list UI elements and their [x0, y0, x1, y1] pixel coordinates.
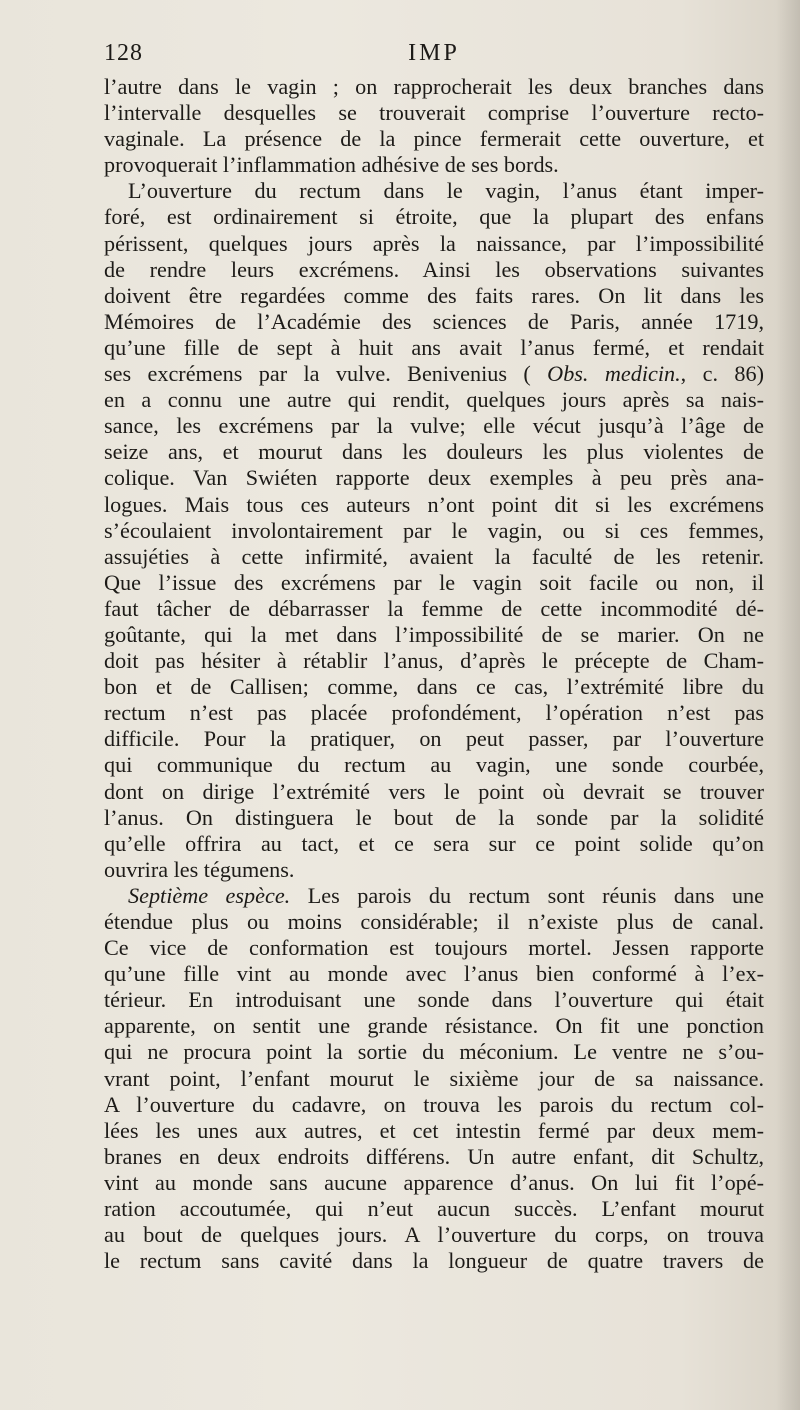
text-line: seize ans, et mourut dans les douleurs les plus violentes de: [104, 439, 764, 465]
text-line: ouvrira les tégumens.: [104, 856, 295, 882]
page-header: [104, 40, 764, 74]
text-line: s’écoulaient involontairement par le vagin, ou si ces femmes,: [104, 517, 764, 543]
text-line: goûtante, qui la met dans l’impossibilité de se marier. On ne: [104, 621, 764, 647]
text-line: provoquerait l’inflammation adhésive de ses bords.: [104, 152, 559, 178]
text-line: faut tâcher de débarrasser la femme de cette incommodité dé-: [104, 595, 764, 621]
text-line: branes en deux endroits différens. Un autre enfant, dit Schultz,: [104, 1143, 764, 1169]
text-line: sance, les excrémens par la vulve; elle vécut jusqu’à l’âge de: [104, 413, 764, 439]
body-text: [104, 74, 764, 1274]
text-line: térieur. En introduisant une sonde dans l’ouverture qui était: [104, 987, 764, 1013]
text-line: doivent être regardées comme des faits rares. On lit dans les: [104, 282, 764, 308]
text-line: vaginale. La présence de la pince fermerait cette ouverture, et: [104, 126, 764, 152]
text-line: Septième espèce. Les parois du rectum sont réunis dans une: [128, 882, 765, 908]
text-line: rectum n’est pas placée profondément, l’opération n’est pas: [104, 700, 764, 726]
text-line: apparente, on sentit une grande résistance. On fit une ponction: [104, 1013, 764, 1039]
text-line: vint au monde sans aucune apparence d’anus. On lui fit l’opé-: [104, 1169, 764, 1195]
text-line: logues. Mais tous ces auteurs n’ont point dit si les excrémens: [104, 491, 764, 517]
running-head: IMP: [408, 40, 460, 66]
text-line: l’intervalle desquelles se trouverait comprise l’ouverture recto-: [104, 100, 764, 126]
text-line: l’autre dans le vagin ; on rapprocherait les deux branches dans: [104, 74, 764, 99]
text-line: qu’une fille de sept à huit ans avait l’anus fermé, et rendait: [104, 334, 764, 360]
text-line: difficile. Pour la pratiquer, on peut passer, par l’ouverture: [104, 726, 764, 752]
text-line: colique. Van Swiéten rapporte deux exemples à peu près ana-: [104, 465, 764, 491]
text-line: A l’ouverture du cadavre, on trouva les parois du rectum col-: [104, 1091, 764, 1117]
text-line: lées les unes aux autres, et cet intestin fermé par deux mem-: [104, 1117, 764, 1143]
text-line: Ce vice de conformation est toujours mortel. Jessen rapporte: [104, 935, 764, 961]
text-line: dont on dirige l’extrémité vers le point où devrait se trouver: [104, 778, 764, 804]
text-line: Que l’issue des excrémens par le vagin soit facile ou non, il: [104, 569, 764, 595]
text-line: l’anus. On distinguera le bout de la sonde par la solidité: [104, 804, 764, 830]
text-line: au bout de quelques jours. A l’ouverture du corps, on trouva: [104, 1222, 764, 1248]
text-line: qu’une fille vint au monde avec l’anus bien conformé à l’ex-: [104, 961, 764, 987]
text-line: foré, est ordinairement si étroite, que la plupart des enfans: [104, 204, 764, 230]
text-line: ration accoutumée, qui n’eut aucun succès. L’enfant mourut: [104, 1196, 764, 1222]
citation-italic: Obs. medicin.: [547, 361, 681, 387]
text-line: étendue plus ou moins considérable; il n’existe plus de canal.: [104, 909, 764, 934]
text-line: en a connu une autre qui rendit, quelques jours après sa nais-: [104, 387, 764, 413]
text-line: doit pas hésiter à rétablir l’anus, d’après le précepte de Cham-: [104, 648, 764, 674]
text-line: vrant point, l’enfant mourut le sixième jour de sa naissance.: [104, 1065, 764, 1091]
text-line: bon et de Callisen; comme, dans ce cas, l’extrémité libre du: [104, 674, 764, 700]
text-line: qui communique du rectum au vagin, une sonde courbée,: [104, 752, 764, 778]
text-line: qui ne procura point la sortie du méconium. Le ventre ne s’ou-: [104, 1039, 764, 1065]
text-line: ses excrémens par la vulve. Benivenius ( Obs. medicin., c. 86): [104, 361, 764, 387]
text-line: L’ouverture du rectum dans le vagin, l’anus étant imper-: [128, 178, 764, 204]
text-line: assujéties à cette infirmité, avaient la faculté de les retenir.: [104, 543, 764, 569]
text-line: qu’elle offrira au tact, et ce sera sur ce point solide qu’on: [104, 830, 764, 856]
text-line: le rectum sans cavité dans la longueur de quatre travers de: [104, 1248, 764, 1274]
text-line: Mémoires de l’Académie des sciences de Paris, année 1719,: [104, 308, 764, 334]
text-line: périssent, quelques jours après la naissance, par l’impossibilité: [104, 230, 764, 256]
text-line: de rendre leurs excrémens. Ainsi les observations suivantes: [104, 256, 764, 282]
page-number: 128: [104, 40, 143, 66]
section-heading-italic: Septième espèce.: [128, 882, 291, 908]
